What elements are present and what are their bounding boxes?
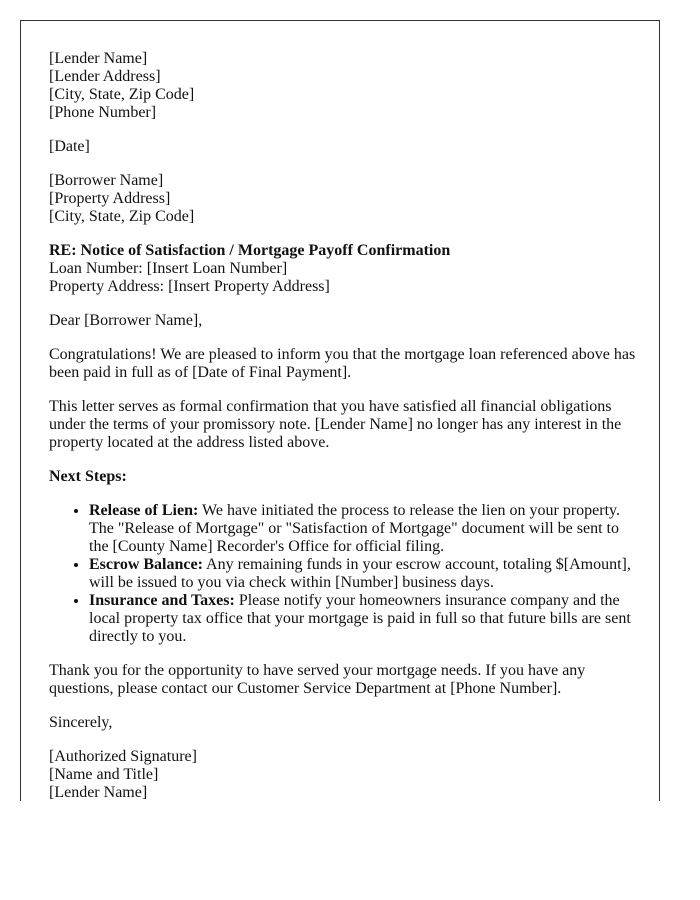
sender-line: [Lender Name] xyxy=(49,50,148,67)
sender-line: [Lender Address] xyxy=(49,68,161,85)
loan-number: Loan Number: [Insert Loan Number] xyxy=(49,260,288,277)
property-address: Property Address: [Insert Property Address] xyxy=(49,278,330,295)
recipient-line: [City, State, Zip Code] xyxy=(49,208,195,225)
signature-block xyxy=(49,748,639,801)
recipient-address xyxy=(49,172,639,226)
signature-line: [Name and Title] xyxy=(49,766,159,783)
closing: Sincerely, xyxy=(49,714,113,731)
signature-line: [Lender Name] xyxy=(49,784,148,801)
body-paragraph: Congratulations! We are pleased to inform you that the mortgage loan referenced above has been paid in full as of [Date of Final Payment]. xyxy=(49,346,636,381)
item-label: Insurance and Taxes: xyxy=(89,592,235,609)
next-steps-heading: Next Steps: xyxy=(49,468,127,485)
re-block xyxy=(49,242,639,296)
item-text: Please notify your homeowners insurance company and the local property tax office that your mortgage is paid in full so that future bills are sent directly to you. xyxy=(89,592,631,645)
sender-line: [City, State, Zip Code] xyxy=(49,86,195,103)
item-text: Any remaining funds in your escrow account, totaling $[Amount], will be issued to you via check within [Number] business days. xyxy=(89,556,631,591)
salutation: Dear [Borrower Name], xyxy=(49,312,203,329)
letter-page xyxy=(20,20,660,801)
list-item xyxy=(89,592,639,646)
next-steps-list xyxy=(49,502,639,646)
closing-paragraph: Thank you for the opportunity to have served your mortgage needs. If you have any questions, please contact our Customer Service Department at [Phone Number]. xyxy=(49,662,586,697)
item-text: We have initiated the process to release the lien on your property. The "Release of Mortgage" or "Satisfaction of Mortgage" document will be sent to the [County Name] Recorder's Office for official filing. xyxy=(89,502,620,555)
item-label: Release of Lien: xyxy=(89,502,199,519)
signature-line: [Authorized Signature] xyxy=(49,748,197,765)
sender-line: [Phone Number] xyxy=(49,104,157,121)
recipient-line: [Borrower Name] xyxy=(49,172,164,189)
re-title: RE: Notice of Satisfaction / Mortgage Payoff Confirmation xyxy=(49,242,451,259)
item-label: Escrow Balance: xyxy=(89,556,203,573)
list-item xyxy=(89,502,639,556)
body-paragraph: This letter serves as formal confirmation that you have satisfied all financial obligations under the terms of your promissory note. [Lender Name] no longer has any interest in the property located at the address listed above. xyxy=(49,398,622,451)
list-item xyxy=(89,556,639,592)
recipient-line: [Property Address] xyxy=(49,190,171,207)
sender-address xyxy=(49,50,639,122)
letter-date: [Date] xyxy=(49,138,90,155)
